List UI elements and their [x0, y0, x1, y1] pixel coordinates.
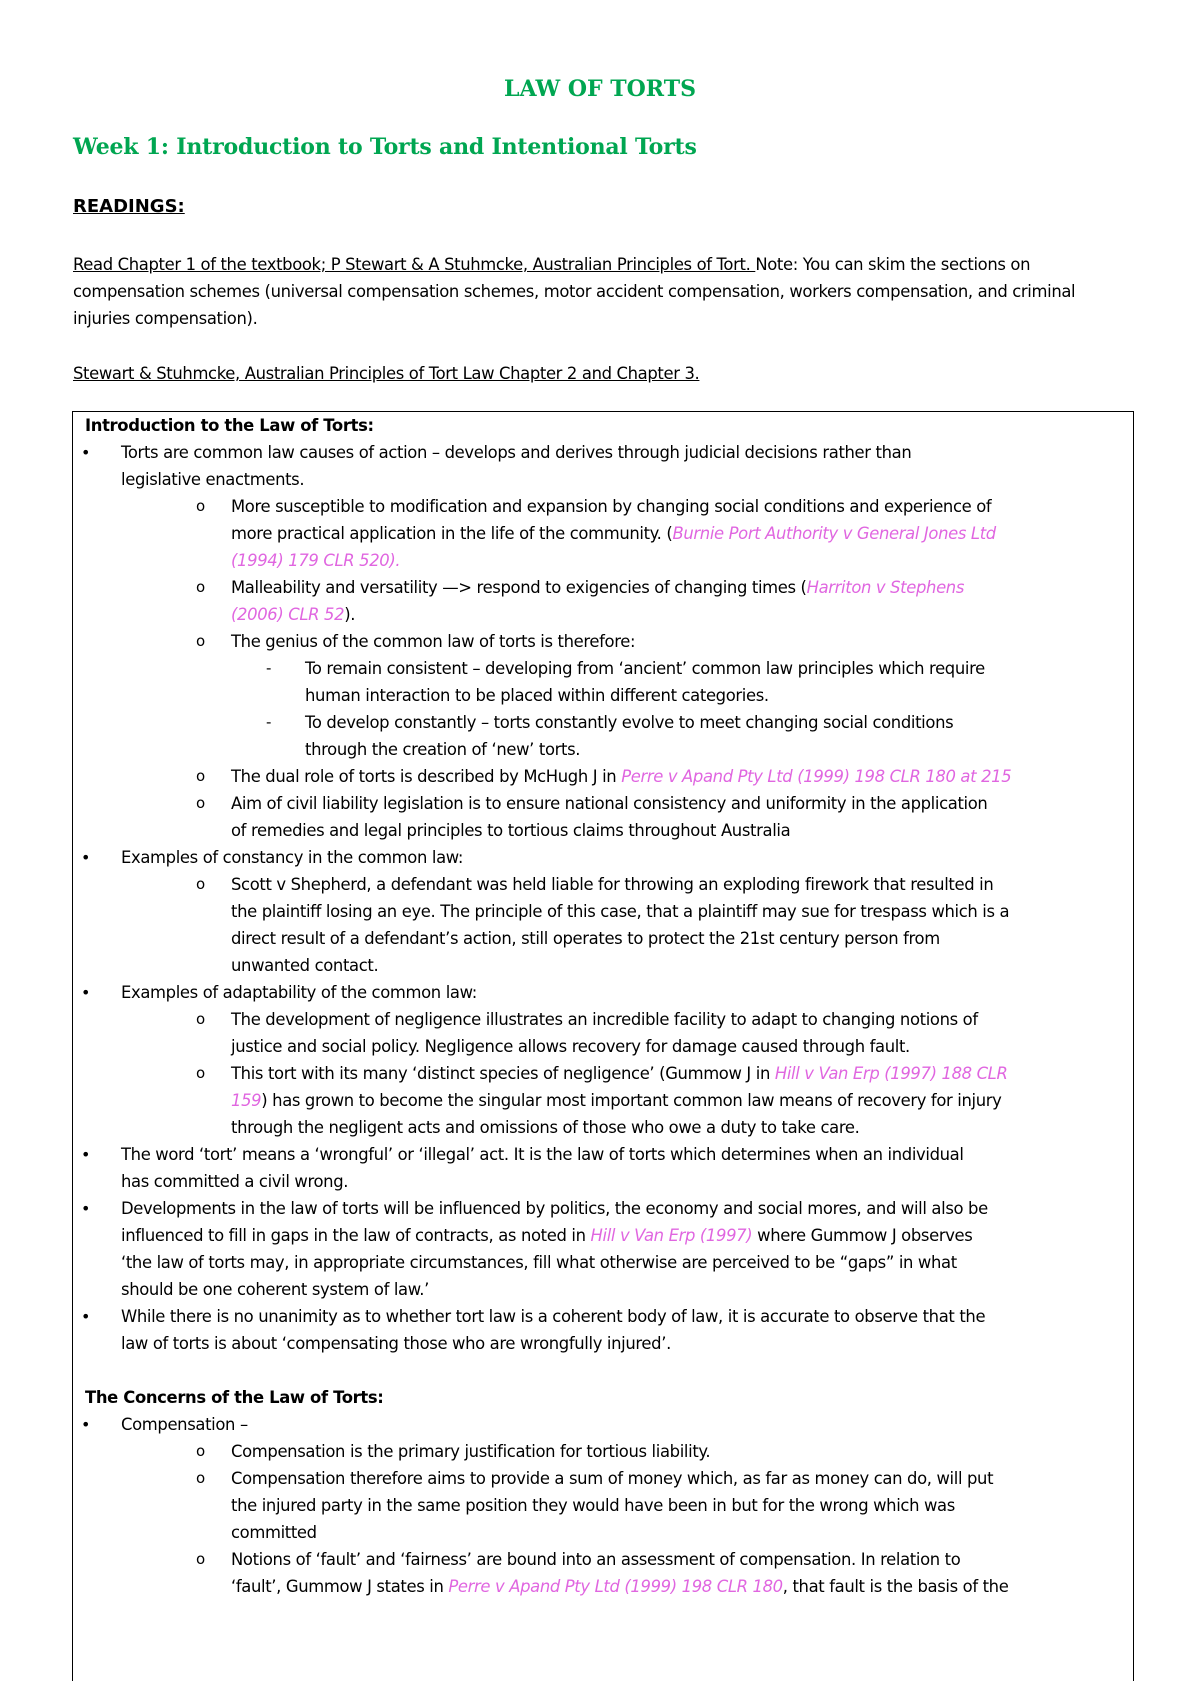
list-item: has committed a civil wrong. — [121, 1172, 349, 1191]
list-item: more practical application in the life of the community. (Burnie Port Authority v General Jones Ltd — [231, 524, 996, 543]
case-citation: 159 — [231, 1091, 262, 1110]
list-item: Aim of civil liability legislation is to ensure national consistency and uniformity in the application — [231, 794, 988, 813]
circle-bullet-icon: o — [196, 497, 206, 515]
reading-1 — [73, 251, 1123, 332]
circle-bullet-icon: o — [196, 1010, 206, 1028]
notes-box — [72, 411, 1134, 1681]
list-item: justice and social policy. Negligence allows recovery for damage caused through fault. — [231, 1037, 910, 1056]
case-citation: Harriton v Stephens — [806, 578, 965, 597]
bullet-icon: • — [81, 1415, 91, 1434]
case-citation: Perre v Apand Pty Ltd (1999) 198 CLR 180 at 215 — [621, 767, 1012, 786]
week-heading: Week 1: Introduction to Torts and Intentional Torts — [73, 134, 697, 160]
bullet-icon: • — [81, 1145, 91, 1164]
list-item: The genius of the common law of torts is therefore: — [231, 632, 636, 651]
list-item: legislative enactments. — [121, 470, 305, 489]
bullet-icon: • — [81, 1307, 91, 1326]
list-item: (2006) CLR 52). — [231, 605, 356, 624]
list-item: through the negligent acts and omissions of those who owe a duty to take care. — [231, 1118, 860, 1137]
reading-1-textbook: Read Chapter 1 of the textbook; P Stewart & A Stuhmcke, Australian Principles of Tort. — [73, 255, 756, 274]
circle-bullet-icon: o — [196, 794, 206, 812]
circle-bullet-icon: o — [196, 875, 206, 893]
readings-heading: READINGS: — [73, 196, 185, 217]
list-item: Notions of ‘fault’ and ‘fairness’ are bound into an assessment of compensation. In relation to — [231, 1550, 961, 1569]
list-item: human interaction to be placed within different categories. — [305, 686, 769, 705]
list-item: The word ‘tort’ means a ‘wrongful’ or ‘illegal’ act. It is the law of torts which determines when an individual — [121, 1145, 964, 1164]
list-item: Developments in the law of torts will be influenced by politics, the economy and social mores, and will also be — [121, 1199, 988, 1218]
list-item: direct result of a defendant’s action, still operates to protect the 21st century person from — [231, 929, 940, 948]
circle-bullet-icon: o — [196, 1442, 206, 1460]
list-item: While there is no unanimity as to whether tort law is a coherent body of law, it is accurate to observe that the — [121, 1307, 986, 1326]
concerns-heading: The Concerns of the Law of Torts: — [85, 1388, 384, 1407]
list-item: Scott v Shepherd, a defendant was held liable for throwing an exploding firework that resulted in — [231, 875, 994, 894]
list-item: Compensation – — [121, 1415, 248, 1434]
list-item: Examples of adaptability of the common law: — [121, 983, 477, 1002]
dash-bullet-icon: - — [266, 713, 272, 731]
case-citation: Hill v Van Erp (1997) — [590, 1226, 753, 1245]
list-item: Malleability and versatility —> respond to exigencies of changing times (Harriton v Stephens — [231, 578, 965, 597]
list-item: through the creation of ‘new’ torts. — [305, 740, 581, 759]
bullet-icon: • — [81, 443, 91, 462]
bullet-icon: • — [81, 848, 91, 867]
list-item: To develop constantly – torts constantly evolve to meet changing social conditions — [305, 713, 954, 732]
reading-1-note: Note: You can skim the sections on compensation schemes (universal compensation schemes, motor accident compensation, workers compensation, and criminal injuries compensation). — [73, 255, 1076, 328]
list-item: The dual role of torts is described by McHugh J in Perre v Apand Pty Ltd (1999) 198 CLR 180 at 215 — [231, 767, 1012, 786]
list-item: ‘fault’, Gummow J states in Perre v Apand Pty Ltd (1999) 198 CLR 180, that fault is the basis of the — [231, 1577, 1009, 1596]
case-citation: Hill v Van Erp (1997) 188 CLR — [774, 1064, 1008, 1083]
list-item: law of torts is about ‘compensating those who are wrongfully injured’. — [121, 1334, 671, 1353]
bullet-icon: • — [81, 1199, 91, 1218]
list-item: of remedies and legal principles to tortious claims throughout Australia — [231, 821, 791, 840]
list-item: Examples of constancy in the common law: — [121, 848, 464, 867]
list-item: the plaintiff losing an eye. The principle of this case, that a plaintiff may sue for trespass which is a — [231, 902, 1010, 921]
circle-bullet-icon: o — [196, 767, 206, 785]
circle-bullet-icon: o — [196, 578, 206, 596]
list-item: Torts are common law causes of action – develops and derives through judicial decisions rather than — [121, 443, 912, 462]
case-citation: Perre v Apand Pty Ltd (1999) 198 CLR 180 — [448, 1577, 783, 1596]
case-citation: (2006) CLR 52 — [231, 605, 345, 624]
list-item: Compensation is the primary justification for tortious liability. — [231, 1442, 711, 1461]
document-title: LAW OF TORTS — [504, 76, 696, 102]
case-citation: (1994) 179 CLR 520). — [231, 551, 401, 570]
case-citation: Burnie Port Authority v General Jones Ltd — [672, 524, 996, 543]
list-item: More susceptible to modification and expansion by changing social conditions and experience of — [231, 497, 992, 516]
list-item: unwanted contact. — [231, 956, 379, 975]
list-item: should be one coherent system of law.’ — [121, 1280, 430, 1299]
list-item: Compensation therefore aims to provide a sum of money which, as far as money can do, will put — [231, 1469, 994, 1488]
list-item: committed — [231, 1523, 317, 1542]
list-item: To remain consistent – developing from ‘ancient’ common law principles which require — [305, 659, 985, 678]
list-item: This tort with its many ‘distinct species of negligence’ (Gummow J in Hill v Van Erp (1997) 188 CLR — [231, 1064, 1008, 1083]
intro-heading: Introduction to the Law of Torts: — [85, 416, 374, 435]
list-item: The development of negligence illustrates an incredible facility to adapt to changing notions of — [231, 1010, 978, 1029]
circle-bullet-icon: o — [196, 1064, 206, 1082]
reading-2: Stewart & Stuhmcke, Australian Principles of Tort Law Chapter 2 and Chapter 3. — [73, 364, 700, 383]
list-item: ‘the law of torts may, in appropriate circumstances, fill what otherwise are perceived to be “gaps” in what — [121, 1253, 957, 1272]
dash-bullet-icon: - — [266, 659, 272, 677]
list-item: the injured party in the same position they would have been in but for the wrong which was — [231, 1496, 955, 1515]
circle-bullet-icon: o — [196, 1550, 206, 1568]
list-item: 159) has grown to become the singular most important common law means of recovery for injury — [231, 1091, 1002, 1110]
circle-bullet-icon: o — [196, 632, 206, 650]
circle-bullet-icon: o — [196, 1469, 206, 1487]
list-item: influenced to fill in gaps in the law of contracts, as noted in Hill v Van Erp (1997) where Gummow J observes — [121, 1226, 973, 1245]
bullet-icon: • — [81, 983, 91, 1002]
